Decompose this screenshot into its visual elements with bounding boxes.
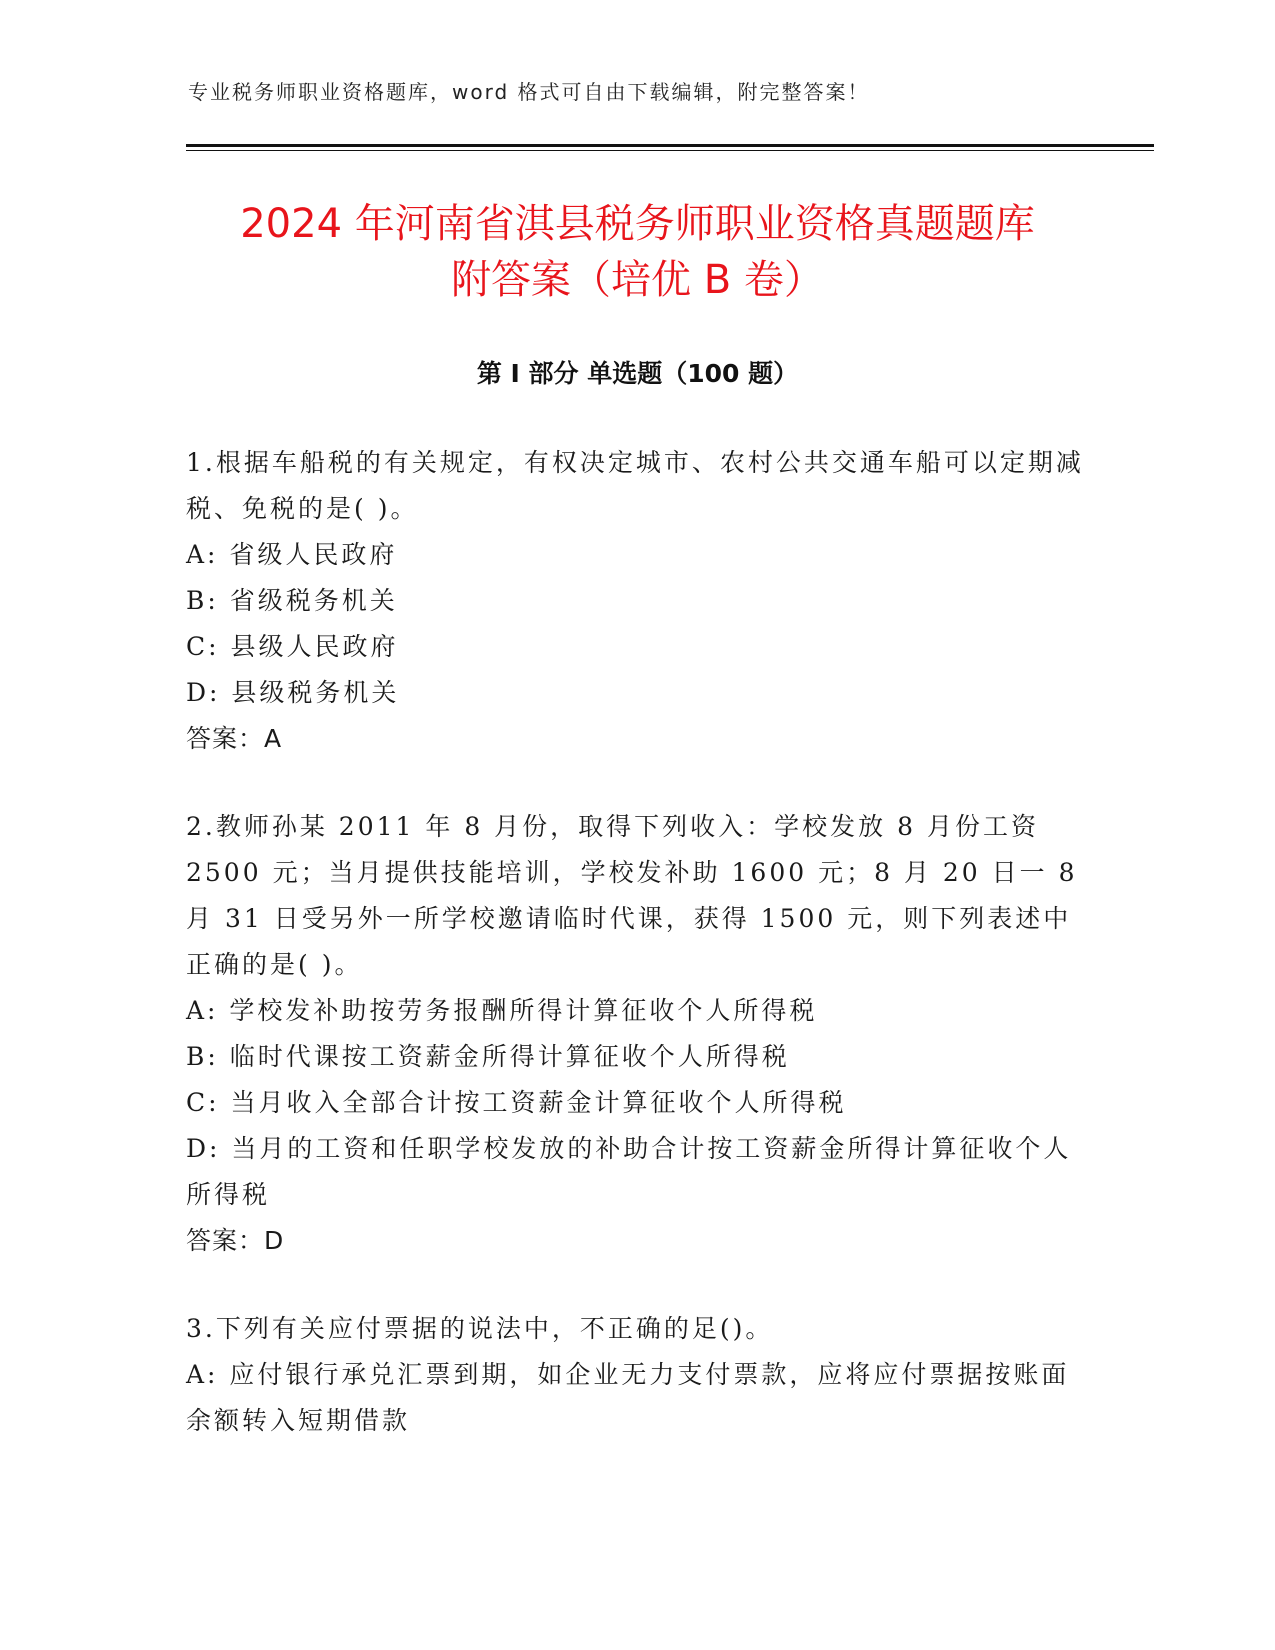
option-a: A: 省级人民政府 <box>186 540 398 569</box>
option-c: C: 当月收入全部合计按工资薪金计算征收个人所得税 <box>186 1088 847 1117</box>
document-title <box>150 196 1125 308</box>
question-list <box>186 440 1086 1486</box>
option-b: B: 省级税务机关 <box>186 586 398 615</box>
option-c: C: 县级人民政府 <box>186 632 399 661</box>
header-rule-thick <box>186 144 1154 147</box>
option-d: D: 当月的工资和任职学校发放的补助合计按工资薪金所得计算征收个人所得税 <box>186 1134 1072 1209</box>
option-a: A: 应付银行承兑汇票到期，如企业无力支付票款，应将应付票据按账面余额转入短期借款 <box>186 1360 1070 1435</box>
answer: 答案：A <box>186 724 283 753</box>
title-line-2: 附答案（培优 B 卷） <box>451 257 824 303</box>
header-note: 专业税务师职业资格题库，word 格式可自由下载编辑，附完整答案！ <box>188 80 870 104</box>
question-stem: 2.教师孙某 2011 年 8 月份，取得下列收入：学校发放 8 月份工资 2500 元；当月提供技能培训，学校发补助 1600 元；8 月 20 日一 8 月 31 日受另外一所学校邀请临时代课，获得 1500 元，则下列表述中正确的是( )。 <box>186 812 1078 979</box>
option-b: B: 临时代课按工资薪金所得计算征收个人所得税 <box>186 1042 790 1071</box>
question-1 <box>186 440 1086 762</box>
question-2 <box>186 804 1086 1264</box>
section-heading: 第 I 部分 单选题（100 题） <box>476 359 799 388</box>
option-d: D: 县级税务机关 <box>186 678 400 707</box>
title-line-1: 2024 年河南省淇县税务师职业资格真题题库 <box>240 201 1035 247</box>
answer: 答案：D <box>186 1226 285 1255</box>
question-3 <box>186 1306 1086 1444</box>
option-a: A: 学校发补助按劳务报酬所得计算征收个人所得税 <box>186 996 818 1025</box>
header-rule-thin <box>186 150 1154 151</box>
question-stem: 1.根据车船税的有关规定，有权决定城市、农村公共交通车船可以定期减税、免税的是( )。 <box>186 448 1084 523</box>
question-stem: 3.下列有关应付票据的说法中，不正确的足()。 <box>186 1314 774 1343</box>
